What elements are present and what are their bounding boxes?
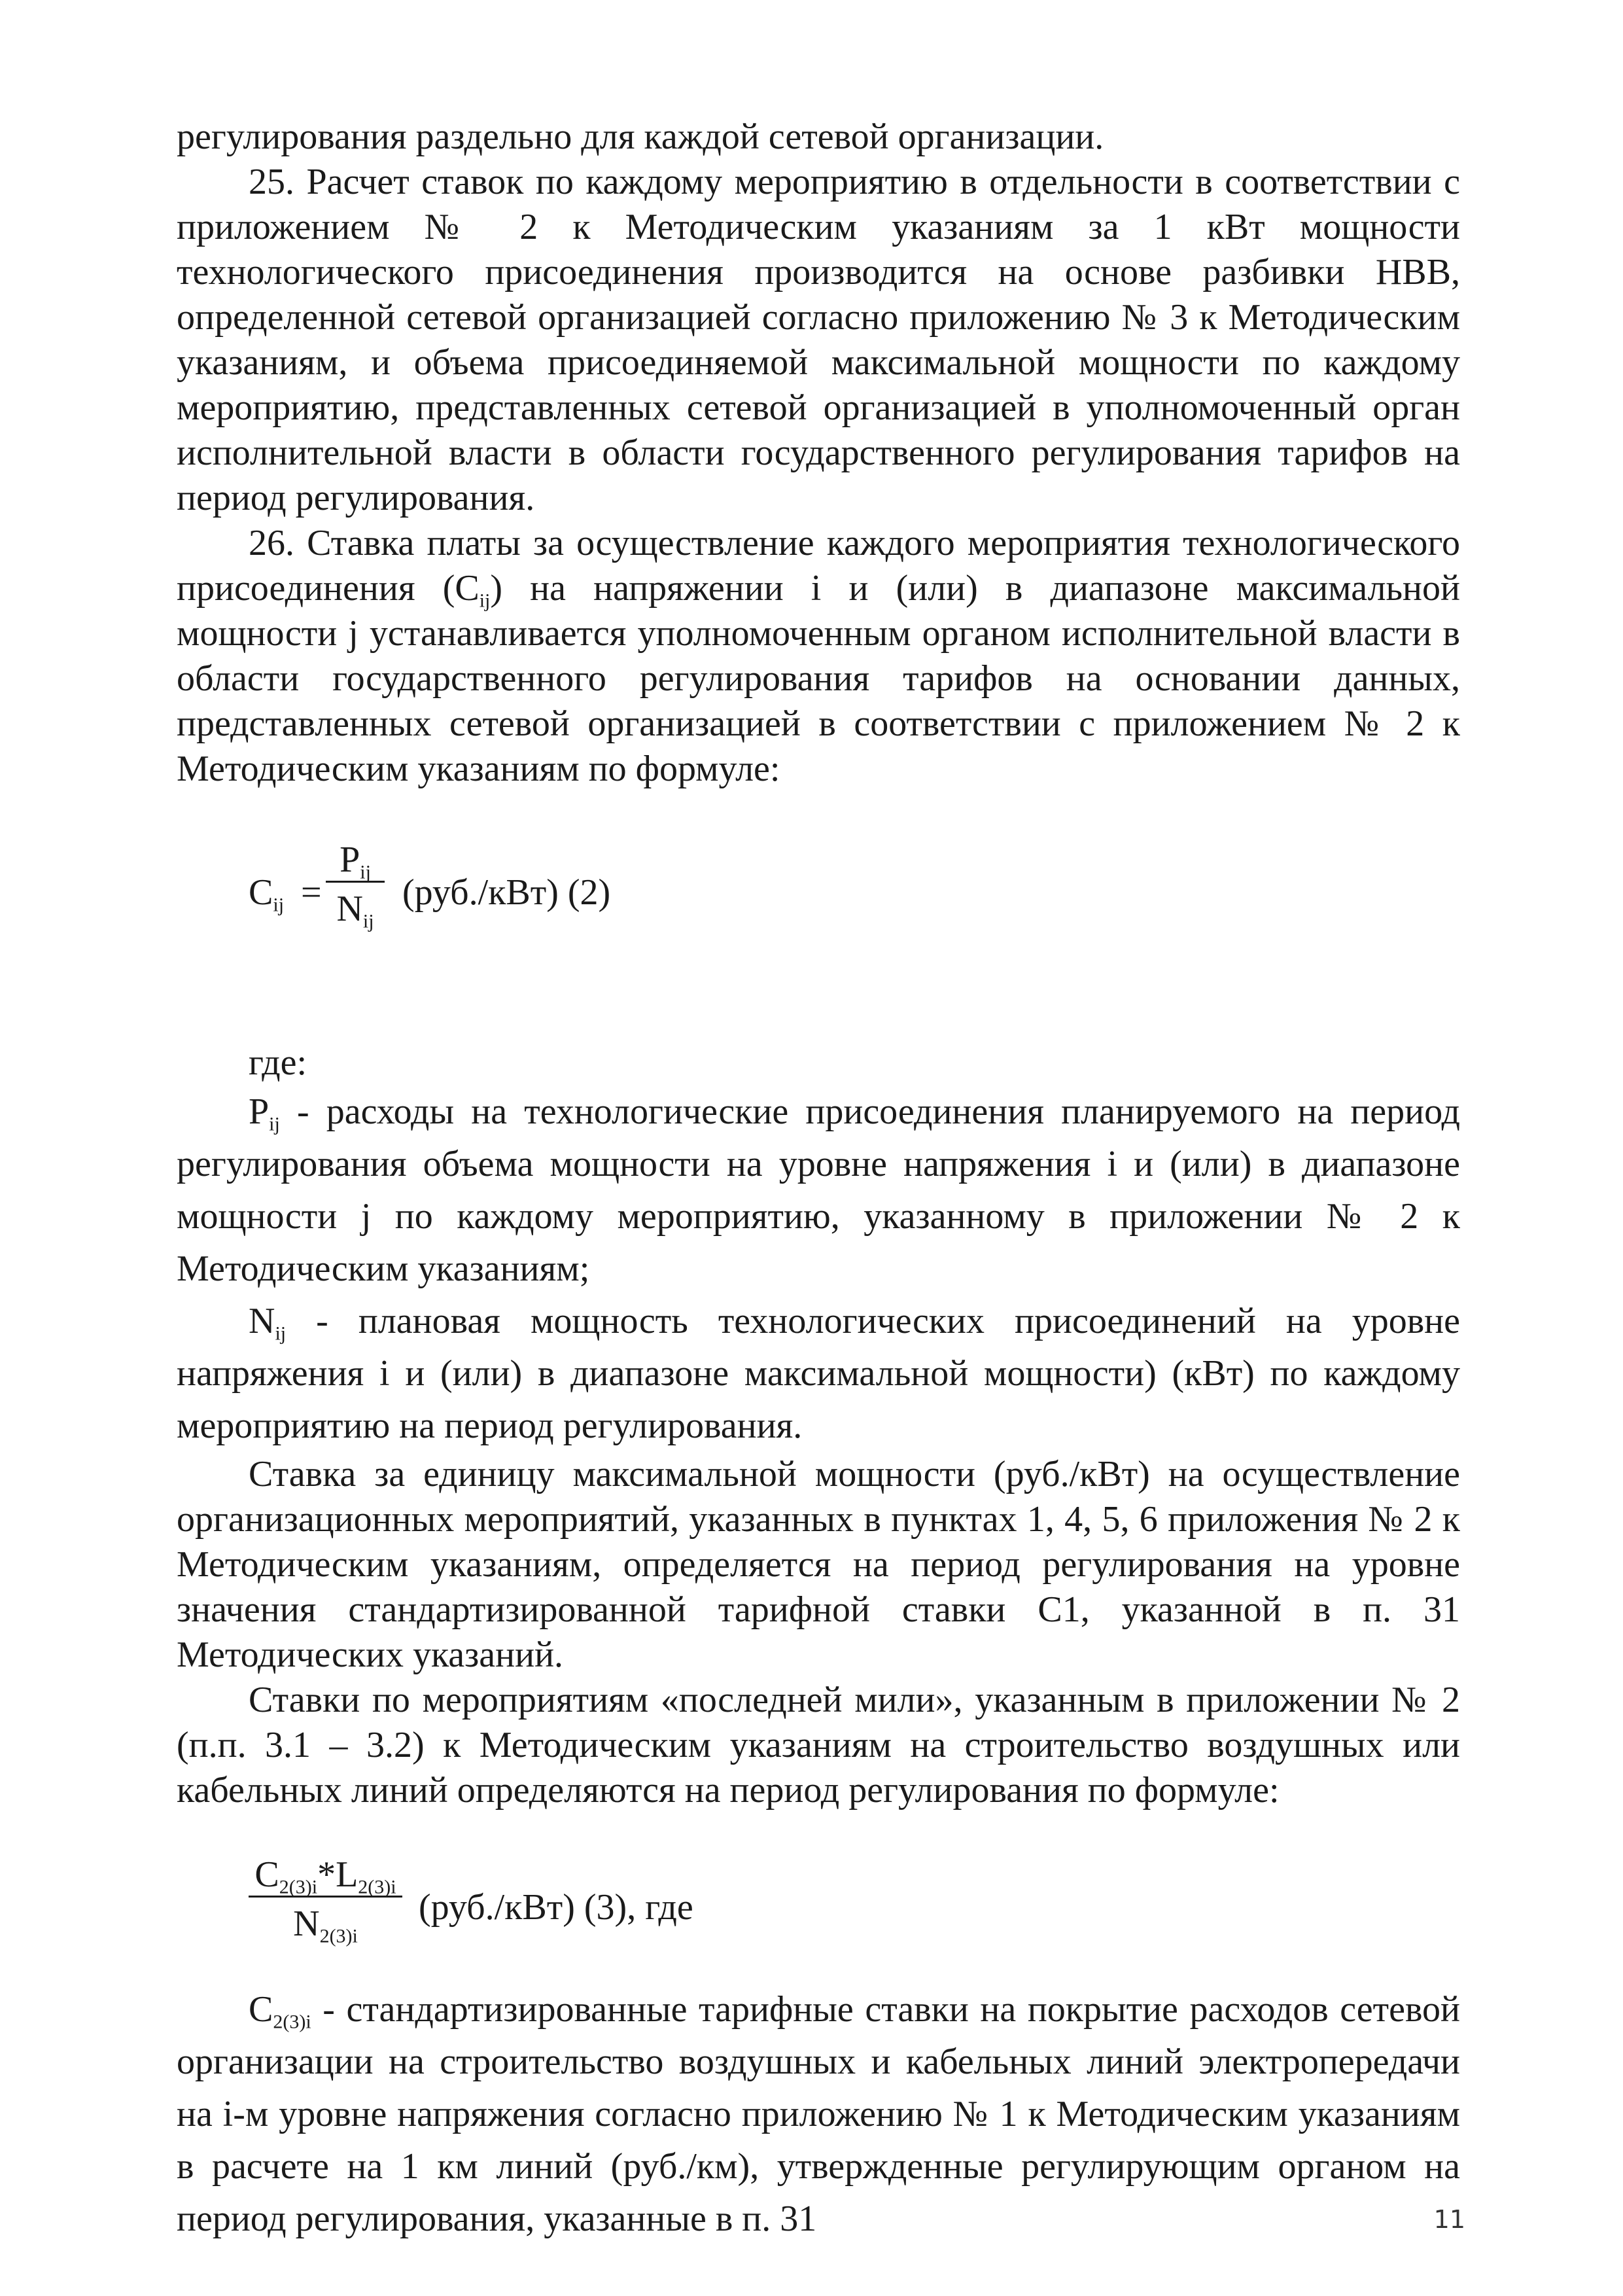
definition-c: $C_{2(3)i}$ - стандартизированные тарифные ставки на покрытие расходов сетевой организации на строительство воздушных и кабельных линий электропередачи на i-м уровне напряжения согласно приложению № 1 к Методическим указаниям в расчете на 1 км линий (руб./км), утвержденные регулирующим органом на период регулирования, указанные в п. 31 — [177, 1989, 1460, 2239]
paragraph-continuation: регулирования раздельно для каждой сетевой организации. — [177, 116, 1104, 157]
formula-3-denominator: $N_{2(3)i}$ — [293, 1903, 358, 1947]
paragraph-rate: Ставка за единицу максимальной мощности (руб./кВт) на осуществление организационных мероприятий, указанных в пунктах 1, 4, 5, 6 приложения № 2 к Методическим указаниям, определяется на период регулирования на уровне значения стандартизированной тарифной ставки С1, указанной в п. 31 Методических указаний. — [177, 1454, 1460, 1675]
formula-3-fraction — [249, 1852, 402, 1947]
paragraph-25: 25. Расчет ставок по каждому мероприятию в отдельности в соответствии с приложением № 2 к Методическим указаниям за 1 кВт мощности технологического присоединения производится на основе разбивки НВВ, определенной сетевой организацией согласно приложению № 3 к Методическим указаниям, и объема присоединяемой максимальной мощности по каждому мероприятию, представленных сетевой организацией в уполномоченный орган исполнительной власти в области государственного регулирования тарифов на период регулирования. — [177, 162, 1460, 518]
formula-3 — [249, 1852, 1460, 1983]
paragraph-26 — [177, 521, 1460, 792]
formula-2-fraction-bar — [326, 881, 385, 883]
formula-3-unit: (руб./кВт) (3), где — [419, 1887, 693, 1928]
formula-2 — [249, 838, 1460, 962]
page-number: 11 — [1433, 2205, 1465, 2234]
formula-2-equals: = — [301, 872, 322, 913]
definition-n: $N_{ij}$ - плановая мощность технологических присоединений на уровне напряжения i и (или) в диапазоне максимальной мощности) (кВт) по каждому мероприятию на период регулирования. — [177, 1301, 1460, 1446]
symbol-n: $N_{ij}$ — [249, 1301, 287, 1345]
formula-3-numerator: $C_{2(3)i}*L_{2(3)i}$ — [254, 1854, 396, 1898]
paragraph-last-mile: Ставки по мероприятиям «последней мили», указанным в приложении № 2 (п.п. 3.1 – 3.2) к Методическим указаниям на строительство воздушных или кабельных линий определяются на период регулирования по формуле: — [177, 1680, 1460, 1810]
formula-2-denominator: $N_{ij}$ — [336, 889, 374, 932]
paragraph-26-part-a: 26. Ставка платы за осуществление каждого мероприятия технологического присоединения (C — [177, 523, 1460, 609]
page-body — [177, 115, 1460, 2245]
symbol-p: $P_{ij}$ — [249, 1091, 280, 1135]
definition-p: $P_{ij}$ - расходы на технологические присоединения планируемого на период регулирования объема мощности на уровне напряжения i и (или) в диапазоне мощности j по каждому мероприятию, указанному в приложении № 2 к Методическим указаниям; — [177, 1091, 1460, 1289]
formula-2-fraction — [326, 838, 385, 932]
paragraph-26-part-b: ) на напряжении i и (или) в диапазоне максимальной мощности j устанавливается уполномоченным органом исполнительной власти в области государственного регулирования тарифов на основании данных, представленных сетевой организацией в соответствии с приложением № 2 к Методическим указаниям по формуле: — [177, 568, 1460, 789]
paragraph-26-subscript: ij — [479, 590, 491, 612]
symbol-c: $C_{2(3)i}$ — [249, 1989, 311, 2033]
formula-2-lhs: $C_{ij}$ — [249, 872, 285, 916]
formula-2-numerator: $P_{ij}$ — [340, 839, 371, 883]
where-label: где: — [249, 1042, 307, 1083]
formula-2-unit: (руб./кВт) (2) — [402, 872, 611, 913]
